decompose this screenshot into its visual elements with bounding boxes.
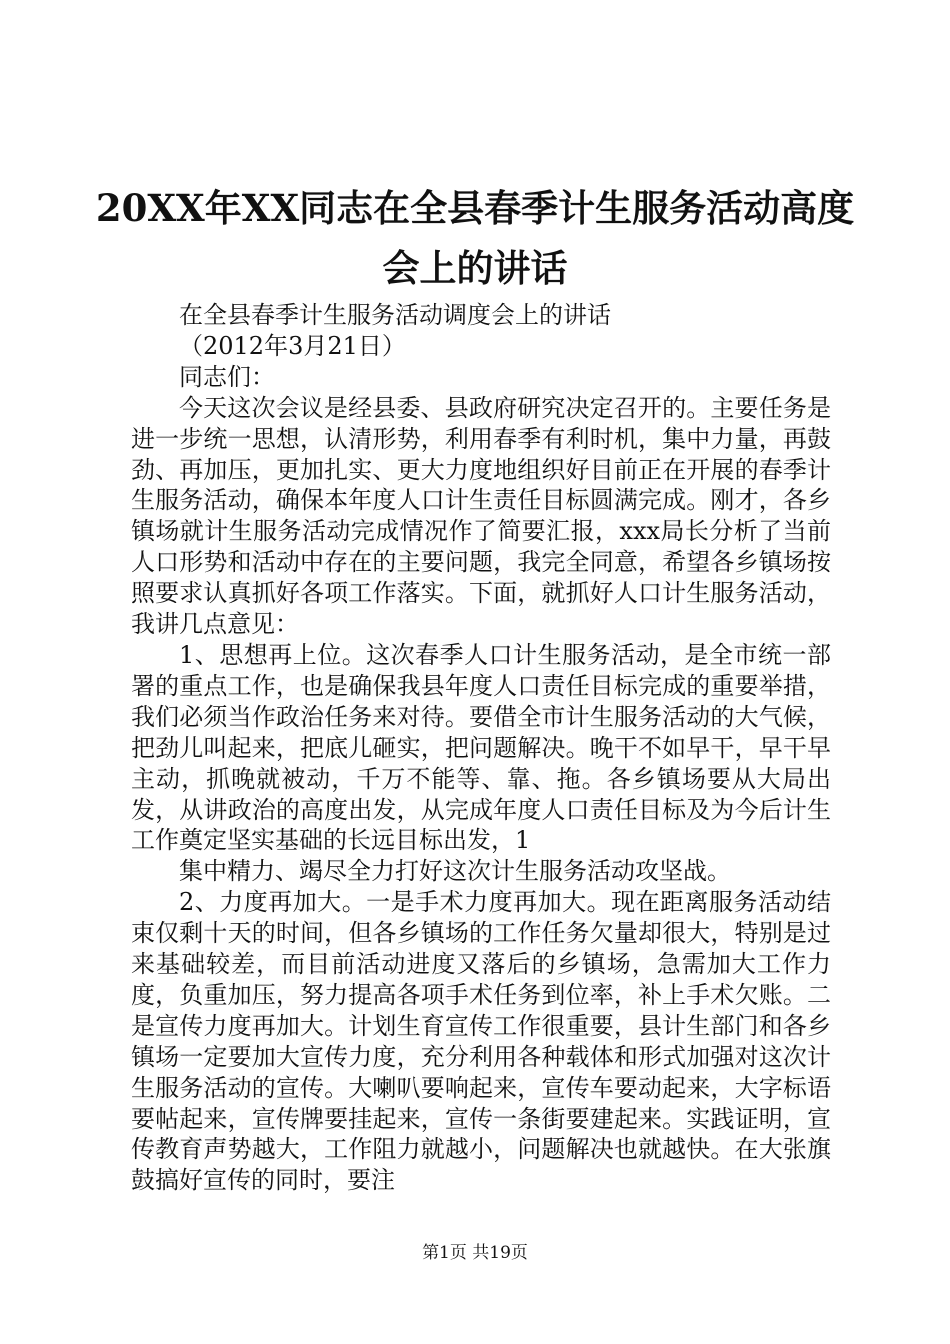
document-title-line-2: 会上的讲话 (382, 246, 568, 290)
subtitle-paragraph: 在全县春季计生服务活动调度会上的讲话 (179, 301, 611, 329)
document-body (131, 300, 831, 1196)
point-1-paragraph: 1、思想再上位。这次春季人口计生服务活动，是全市统一部署的重点工作，也是确保我县年度人口责任目标完成的重要举措，我们必须当作政治任务来对待。要借全市计生服务活动的大气候，把劲儿叫起来，把底儿砸实，把问题解决。晚干不如早干，早干早主动，抓晚就被动，千万不能等、靠、拖。各乡镇场要从大局出发，从讲政治的高度出发，从完成年度人口责任目标及为今后计生工作奠定坚实基础的长远目标出发，1 (131, 640, 831, 855)
document-title-line-1: 20XX年XX同志在全县春季计生服务活动高度 (95, 186, 855, 230)
point-1-continuation-paragraph: 集中精力、竭尽全力打好这次计生服务活动攻坚战。 (179, 857, 731, 886)
intro-paragraph: 今天这次会议是经县委、县政府研究决定召开的。主要任务是进一步统一思想，认清形势，利用春季有利时机，集中力量，再鼓劲、再加压，更加扎实、更大力度地组织好目前正在开展的春季计生服务活动，确保本年度人口计生责任目标圆满完成。刚才，各乡镇场就计生服务活动完成情况作了简要汇报，xxx局长分析了当前人口形势和活动中存在的主要问题，我完全同意，希望各乡镇场按照要求认真抓好各项工作落实。下面，就抓好人口计生服务活动，我讲几点意见： (131, 393, 831, 639)
date-paragraph: （2012年3月21日） (179, 331, 406, 360)
salutation-paragraph: 同志们： (179, 362, 275, 391)
point-2-paragraph: 2、力度再加大。一是手术力度再加大。现在距离服务活动结束仅剩十天的时间，但各乡镇场的工作任务欠量却很大，特别是过来基础较差，而目前活动进度又落后的乡镇场，急需加大工作力度，负重加压，努力提高各项手术任务到位率，补上手术欠账。二是宣传力度再加大。计划生育宣传工作很重要，县计生部门和各乡镇场一定要加大宣传力度，充分利用各种载体和形式加强对这次计生服务活动的宣传。大喇叭要响起来，宣传车要动起来，大字标语要帖起来，宣传牌要挂起来，宣传一条街要建起来。实践证明，宣传教育声势越大，工作阻力就越小，问题解决也就越快。在大张旗鼓搞好宣传的同时，要注 (131, 888, 831, 1195)
page-number-footer: 第1页 共19页 (422, 1243, 528, 1263)
